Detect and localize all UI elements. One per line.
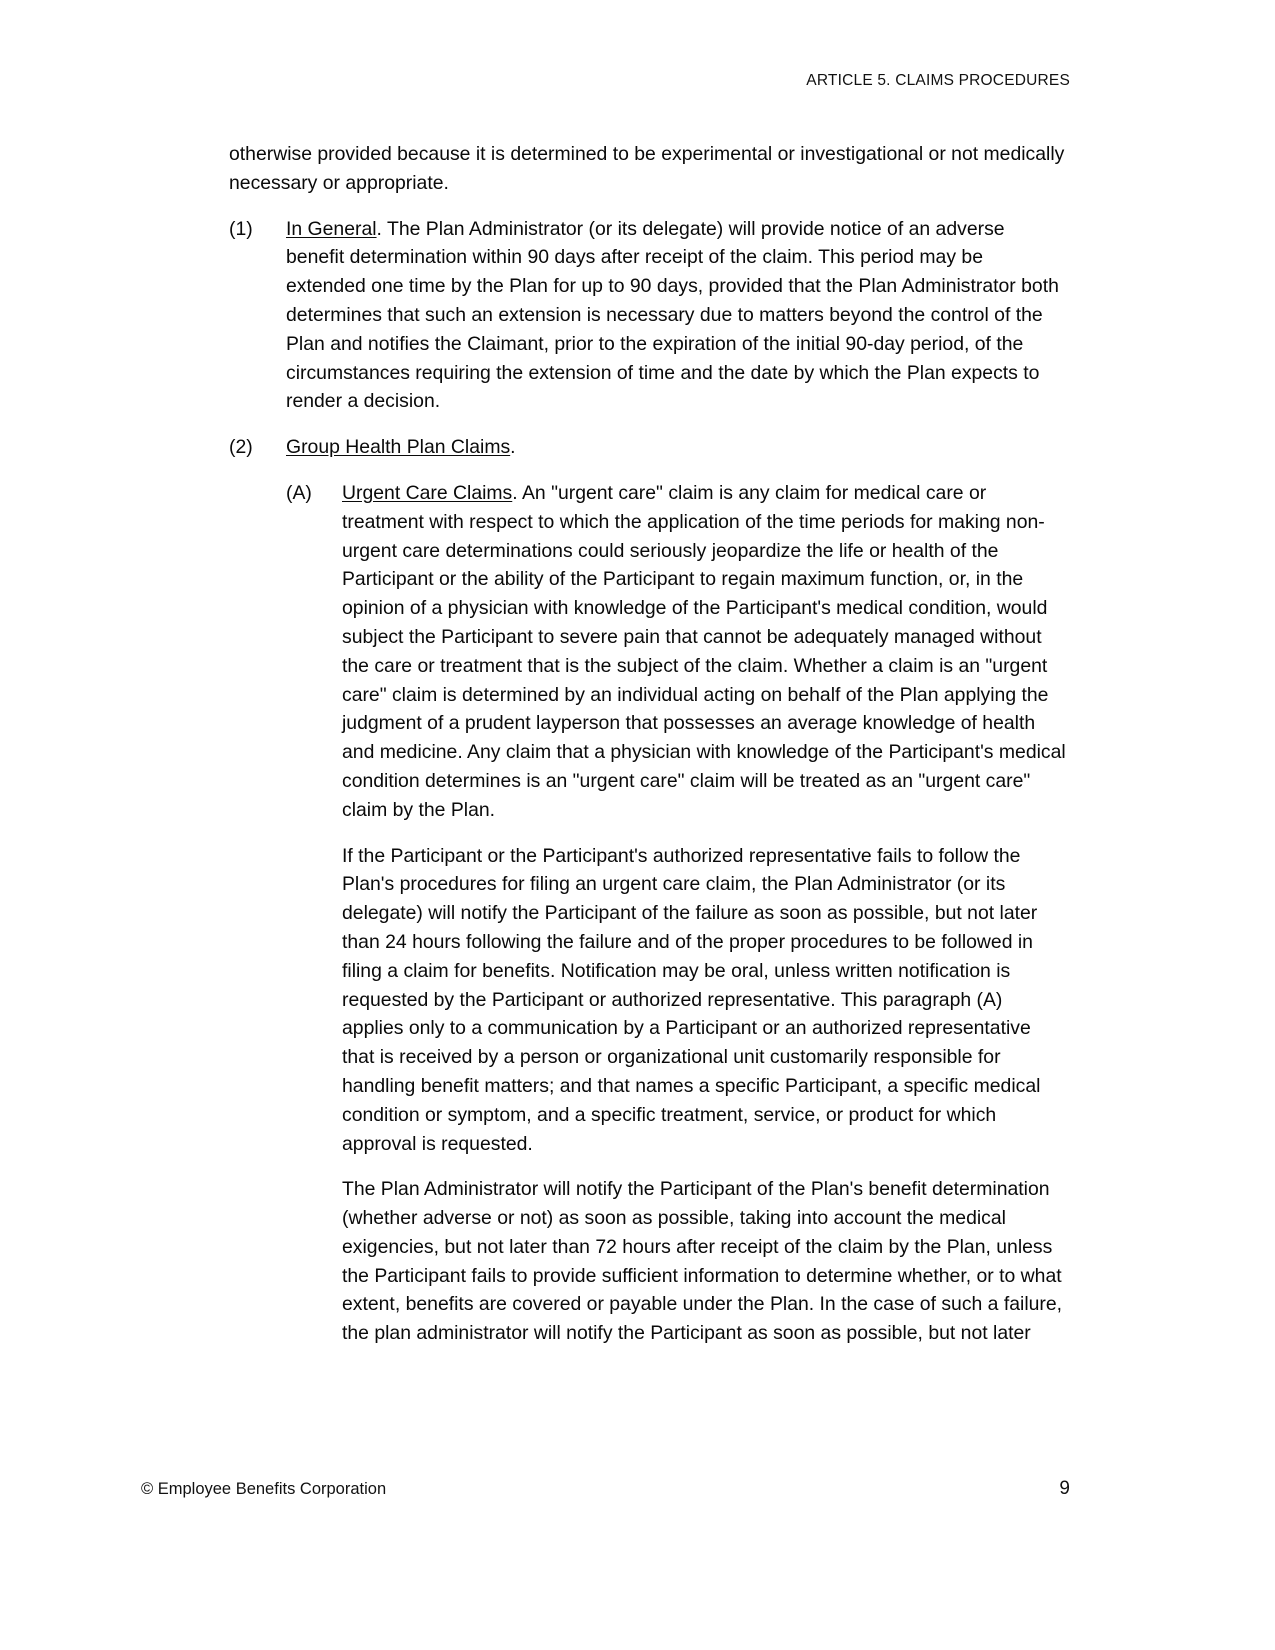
list-item-2-heading: Group Health Plan Claims <box>286 436 511 459</box>
sublist-item-a-paragraph-1 <box>342 479 1067 825</box>
list-item-2-text: . <box>510 436 516 459</box>
page-footer <box>141 1478 1070 1500</box>
sublist-marker-a: (A) <box>286 481 312 504</box>
list-item-2-paragraph <box>286 433 1067 462</box>
list-marker-1: (1) <box>229 217 253 240</box>
list-marker-2: (2) <box>229 436 253 459</box>
continuation-paragraph: otherwise provided because it is determined to be experimental or investigational or not medically necessary or appropriate. <box>229 143 1065 194</box>
list-item-1-text: . The Plan Administrator (or its delegate) will provide notice of an adverse benefit determination within 90 days after receipt of the claim. This period may be extended one time by the Plan for up to 90 days, provided that the Plan Administrator both determines that such an extension is necessary due to matters beyond the control of the Plan and notifies the Claimant, prior to the expiration of the initial 90-day period, of the circumstances requiring the extension of time and the date by which the Plan expects to render a decision. <box>286 217 1059 413</box>
page-body <box>229 140 1067 1365</box>
sublist-item-a-paragraph-2: If the Participant or the Participant's authorized representative fails to follow the Plan's procedures for filing an urgent care claim, the Plan Administrator (or its delegate) will notify the Participant of the failure as soon as possible, but not later than 24 hours following the failure and of the proper procedures to be followed in filing a claim for benefits. Notification may be oral, unless written notification is requested by the Participant or authorized representative. This paragraph (A) applies only to a communication by a Participant or an authorized representative that is received by a person or organizational unit customarily responsible for handling benefit matters; and that names a specific Participant, a specific medical condition or symptom, and a specific treatment, service, or product for which approval is requested. <box>342 844 1041 1155</box>
running-header: ARTICLE 5. CLAIMS PROCEDURES <box>806 72 1070 89</box>
sublist-item-a-body <box>342 479 1067 1348</box>
list-item-2-body <box>286 433 1067 462</box>
list-item-1-paragraph <box>286 215 1067 417</box>
list-item-2 <box>229 433 1067 462</box>
sublist-item-a-text-1: . An "urgent care" claim is any claim for medical care or treatment with respect to which the application of the time periods for making non-urgent care determinations could seriously jeopardize the life or health of the Participant or the ability of the Participant to regain maximum function, or, in the opinion of a physician with knowledge of the Participant's medical condition, would subject the Participant to severe pain that cannot be adequately managed without the care or treatment that is the subject of the claim. Whether a claim is an "urgent care" claim is determined by an individual acting on behalf of the Plan applying the judgment of a prudent layperson that possesses an average knowledge of health and medicine. Any claim that a physician with knowledge of the Participant's medical condition determines is an "urgent care" claim will be treated as an "urgent care" claim by the Plan. <box>342 481 1066 821</box>
list-item-1-body <box>286 215 1067 417</box>
list-item-1-heading: In General <box>286 217 377 240</box>
page-number: 9 <box>1059 1478 1070 1499</box>
sublist-item-a-paragraph-3: The Plan Administrator will notify the Participant of the Plan's benefit determination (whether adverse or not) as soon as possible, taking into account the medical exigencies, but not later than 72 hours after receipt of the claim by the Plan, unless the Participant fails to provide sufficient information to determine whether, or to what extent, benefits are covered or payable under the Plan. In the case of such a failure, the plan administrator will notify the Participant as soon as possible, but not later <box>342 1178 1063 1345</box>
list-item-1 <box>229 215 1067 417</box>
copyright-notice: © Employee Benefits Corporation <box>141 1480 387 1498</box>
sublist-item-a <box>286 479 1067 1348</box>
sublist-item-a-heading: Urgent Care Claims <box>342 481 513 504</box>
